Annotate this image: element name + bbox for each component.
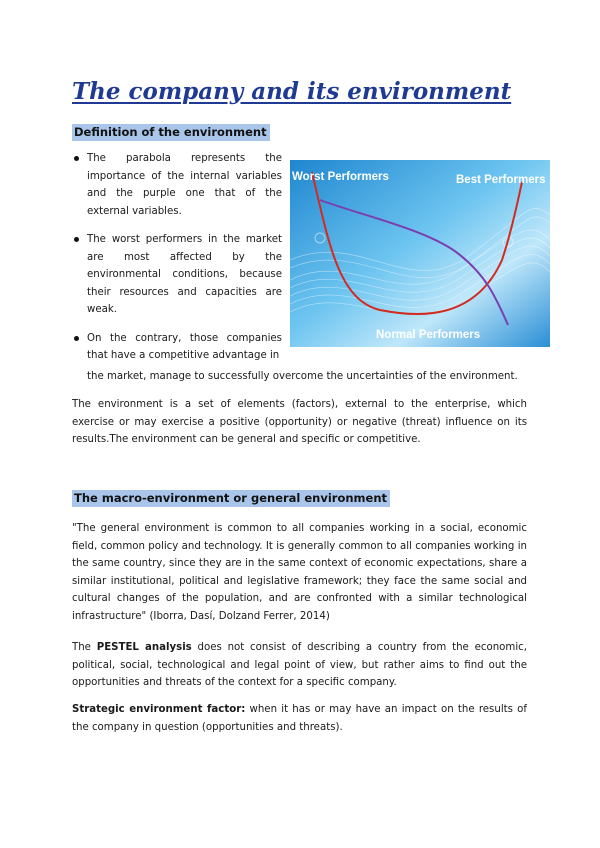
strategic-term: Strategic environment factor:	[72, 704, 246, 715]
bullet-list	[72, 150, 282, 376]
figure-background	[290, 160, 550, 347]
label-normal-performers: Normal Performers	[376, 329, 481, 341]
label-worst-performers: Worst Performers	[292, 171, 389, 183]
page-title: The company and its environment	[72, 78, 512, 105]
label-best-performers: Best Performers	[456, 174, 546, 186]
environment-definition: The environment is a set of elements (factors), external to the enterprise, which exercise or may exercise a positive (opportunity) or negative (threat) influence on its results.The environment can be general and specific or competitive.	[72, 399, 527, 446]
strategic-factor-paragraph	[72, 701, 527, 736]
strategic-text: when it has or may have an impact on the results of the company in question (opportunities and threats).	[72, 704, 527, 733]
section-heading-macro: The macro-environment or general environment	[72, 490, 390, 507]
performers-figure	[290, 160, 550, 347]
general-environment-quote: "The general environment is common to all companies working in a social, economic field, common policy and technology. It is generally common to all companies working in the same country, since they are in the same context of economic expectations, share a similar institutional, political and legislative framework; they face the same social and cultural changes of the population, and are confronted with a similar technological infrastructure" (Iborra, Dasí, Dolzand Ferrer, 2014)	[72, 523, 527, 622]
bullet-item: The parabola represents the importance of the internal variables and the purple one that of the external variables.	[72, 150, 282, 220]
section-heading-definition: Definition of the environment	[72, 124, 270, 141]
pestel-term: PESTEL analysis	[96, 642, 192, 653]
bullet-item: The worst performers in the market are most affected by the environmental conditions, because their resources and capacities are weak.	[72, 231, 282, 319]
pestel-lead: The	[72, 642, 97, 653]
bullet-continuation: the market, manage to successfully overcome the uncertainties of the environment.	[87, 371, 518, 382]
pestel-text: does not consist of describing a country from the economic, political, social, technological and legal point of view, but rather aims to find out the opportunities and threats of the context for a specific company.	[72, 642, 527, 689]
bullet-item: On the contrary, those companies that have a competitive advantage in	[72, 330, 282, 365]
pestel-paragraph	[72, 639, 527, 692]
